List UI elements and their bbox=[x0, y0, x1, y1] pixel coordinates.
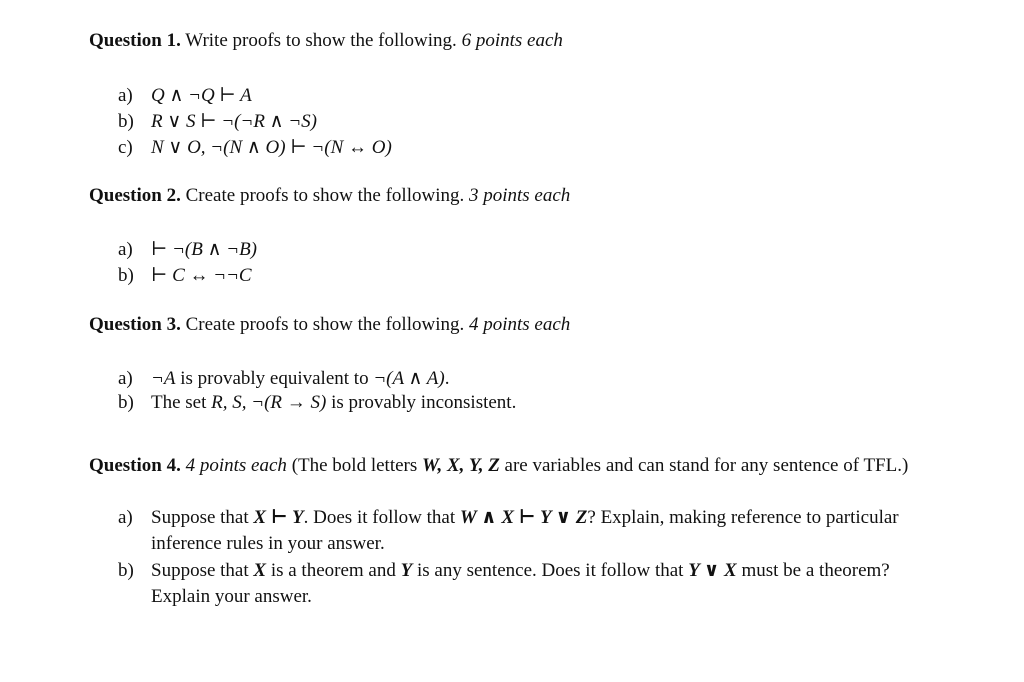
question-2-item-b bbox=[118, 264, 252, 287]
question-1-text: Write proofs to show the following. bbox=[185, 30, 457, 51]
item-label: b) bbox=[118, 265, 134, 286]
item-expression: ⊢ ¬(B ∧ ¬B) bbox=[151, 239, 258, 260]
item-text: ? Explain, making reference to particular inference rules in your answer. bbox=[151, 507, 899, 554]
question-3-text: Create proofs to show the following. bbox=[185, 314, 465, 335]
item-expression: ¬A bbox=[151, 368, 176, 389]
question-2-text: Create proofs to show the following. bbox=[185, 185, 465, 206]
item-label: b) bbox=[118, 560, 134, 581]
item-text: must be a theorem? Explain your answer. bbox=[151, 560, 890, 607]
question-4-heading bbox=[89, 455, 908, 477]
question-4-label: Question 4. bbox=[89, 455, 181, 476]
question-4-item-b bbox=[118, 558, 918, 610]
item-expression: ¬(A ∧ A) bbox=[373, 368, 445, 389]
item-text: The set bbox=[151, 392, 212, 413]
question-4-variables: W, X, Y, Z bbox=[422, 455, 500, 476]
item-text: Suppose that bbox=[151, 507, 254, 528]
question-4-text: are variables and can stand for any sentence of TFL.) bbox=[499, 455, 909, 476]
item-body bbox=[151, 558, 918, 610]
question-2-heading bbox=[89, 185, 570, 207]
question-2-points: 3 points each bbox=[468, 185, 571, 206]
question-1-label: Question 1. bbox=[89, 30, 181, 51]
question-1-points: 6 points each bbox=[461, 30, 563, 51]
item-label: b) bbox=[118, 111, 134, 132]
item-expression: Y ∨ X bbox=[688, 560, 737, 581]
question-3-heading bbox=[89, 314, 570, 336]
item-text: is provably inconsistent. bbox=[326, 392, 517, 413]
item-expression: W ∧ X ⊢ Y ∨ Z bbox=[459, 507, 588, 528]
question-1-item-a bbox=[118, 84, 252, 107]
item-label: a) bbox=[118, 368, 133, 389]
item-text: . Does it follow that bbox=[303, 507, 460, 528]
item-text: Suppose that bbox=[151, 560, 254, 581]
item-expression: N ∨ O, ¬(N ∧ O) ⊢ ¬(N ↔ O) bbox=[151, 137, 392, 158]
item-text: is any sentence. Does it follow that bbox=[412, 560, 689, 581]
question-2-item-a bbox=[118, 238, 257, 261]
question-1-item-c bbox=[118, 136, 392, 159]
item-expression: ⊢ C ↔ ¬¬C bbox=[151, 265, 252, 286]
question-3-points: 4 points each bbox=[468, 314, 571, 335]
item-body bbox=[151, 505, 918, 557]
item-label: c) bbox=[118, 137, 133, 158]
question-2-label: Question 2. bbox=[89, 185, 181, 206]
question-4-item-a bbox=[118, 505, 918, 557]
question-4-text: (The bold letters bbox=[286, 455, 423, 476]
item-text: is a theorem and bbox=[266, 560, 401, 581]
item-label: a) bbox=[118, 239, 133, 260]
question-3-item-b bbox=[118, 392, 516, 414]
item-expression: R, S, ¬(R → S) bbox=[211, 392, 327, 413]
item-expression: Q ∧ ¬Q ⊢ A bbox=[151, 85, 252, 106]
question-1-item-b bbox=[118, 110, 317, 133]
item-text: . bbox=[444, 368, 450, 389]
question-4-points: 4 points each bbox=[185, 455, 287, 476]
item-expression: R ∨ S ⊢ ¬(¬R ∧ ¬S) bbox=[151, 111, 317, 132]
question-3-item-a bbox=[118, 367, 450, 390]
item-label: a) bbox=[118, 507, 133, 528]
question-3-label: Question 3. bbox=[89, 314, 181, 335]
item-expression: X ⊢ Y bbox=[253, 507, 304, 528]
item-expression: X bbox=[253, 560, 267, 581]
item-label: b) bbox=[118, 392, 134, 413]
question-1-heading bbox=[89, 30, 563, 52]
item-text: is provably equivalent to bbox=[175, 368, 374, 389]
item-expression: Y bbox=[400, 560, 413, 581]
item-label: a) bbox=[118, 85, 133, 106]
